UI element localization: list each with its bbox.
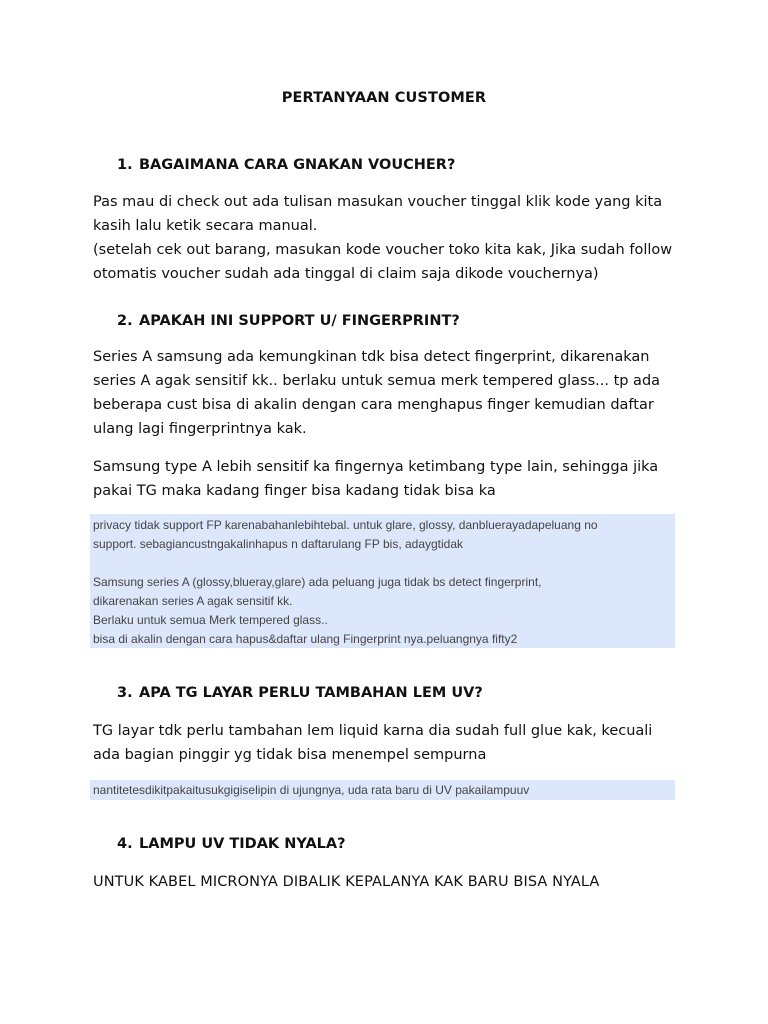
- note-line: privacy tidak support FP karenabahanlebihtebal. untuk glare, glossy, danbluerayadapeluang no: [93, 518, 598, 532]
- answer-3-note: [90, 780, 675, 800]
- answer-1-line: Pas mau di check out ada tulisan masukan voucher tinggal klik kode yang kita: [93, 194, 663, 210]
- question-1-text: BAGAIMANA CARA GNAKAN VOUCHER?: [139, 157, 456, 173]
- answer-1-line: otomatis voucher sudah ada tinggal di claim saja dikode vouchernya): [93, 266, 599, 282]
- note-line: Samsung series A (glossy,blueray,glare) ada peluang juga tidak bs detect fingerprint,: [93, 575, 542, 589]
- question-3-text: APA TG LAYAR PERLU TAMBAHAN LEM UV?: [139, 685, 483, 701]
- answer-1-line: kasih lalu ketik secara manual.: [93, 218, 318, 234]
- answer-2-paragraph-1: [93, 345, 693, 441]
- question-2-number: 2.: [117, 313, 133, 329]
- question-4-number: 4.: [117, 836, 133, 852]
- answer-2-note: [90, 514, 675, 648]
- answer-3: [93, 719, 693, 767]
- answer-3-line: TG layar tdk perlu tambahan lem liquid karna dia sudah full glue kak, kecuali: [93, 723, 653, 739]
- answer-1: [93, 190, 693, 286]
- note-line: bisa di akalin dengan cara hapus&daftar ulang Fingerprint nya.peluangnya fifty2: [93, 632, 518, 646]
- question-2-text: APAKAH INI SUPPORT U/ FINGERPRINT?: [139, 313, 460, 329]
- answer-2-paragraph-2: [93, 455, 693, 503]
- answer-2-line: ulang lagi fingerprintnya kak.: [93, 421, 307, 437]
- document-title: PERTANYAAN CUSTOMER: [281, 90, 487, 106]
- question-2-heading: [117, 313, 460, 329]
- answer-1-line: (setelah cek out barang, masukan kode voucher toko kita kak, Jika sudah follow: [93, 242, 673, 258]
- note-spacer: [93, 554, 671, 573]
- question-4-heading: [117, 836, 346, 852]
- answer-2-line: Samsung type A lebih sensitif ka fingernya ketimbang type lain, sehingga jika: [93, 459, 659, 475]
- question-1-number: 1.: [117, 157, 133, 173]
- question-3-heading: [117, 685, 483, 701]
- note-line: dikarenakan series A agak sensitif kk.: [93, 594, 293, 608]
- question-1-heading: [117, 157, 455, 173]
- answer-2-line: pakai TG maka kadang finger bisa kadang tidak bisa ka: [93, 483, 496, 499]
- answer-4: UNTUK KABEL MICRONYA DIBALIK KEPALANYA KAK BARU BISA NYALA: [93, 874, 600, 890]
- answer-2-line: beberapa cust bisa di akalin dengan cara menghapus finger kemudian daftar: [93, 397, 654, 413]
- answer-2-line: Series A samsung ada kemungkinan tdk bisa detect fingerprint, dikarenakan: [93, 349, 650, 365]
- question-3-number: 3.: [117, 685, 133, 701]
- answer-2-line: series A agak sensitif kk.. berlaku untuk semua merk tempered glass... tp ada: [93, 373, 661, 389]
- note-line: support. sebagiancustngakalinhapus n daftarulang FP bis, adaygtidak: [93, 537, 464, 551]
- question-4-text: LAMPU UV TIDAK NYALA?: [139, 836, 346, 852]
- answer-3-line: ada bagian pinggir yg tidak bisa menempel sempurna: [93, 747, 487, 763]
- note-line: nantitetesdikitpakaitusukgigiselipin di ujungnya, uda rata baru di UV pakailampuuv: [93, 783, 530, 797]
- note-line: Berlaku untuk semua Merk tempered glass..: [93, 613, 328, 627]
